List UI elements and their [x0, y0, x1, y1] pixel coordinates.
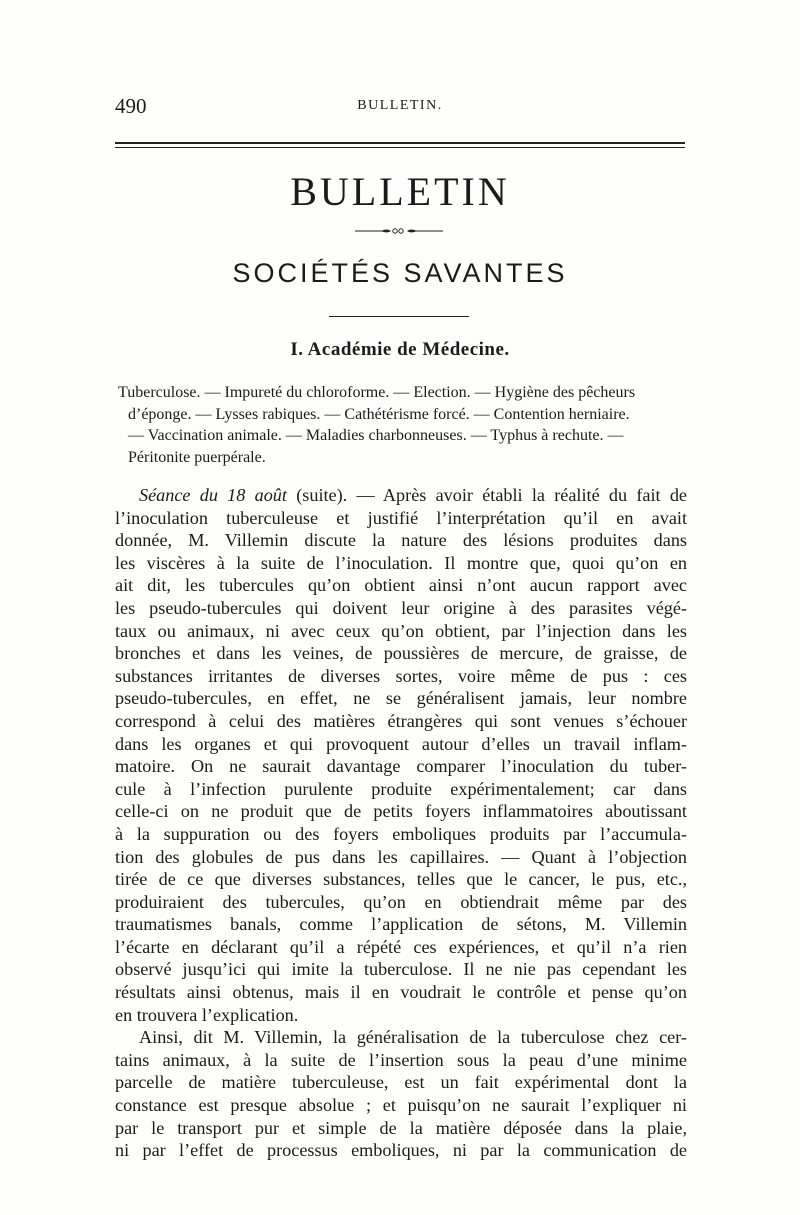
text-line: matoire. On ne saurait davantage comparer l’inoculation du tuber-	[115, 756, 687, 777]
text-line: celle-ci on ne produit que de petits foyers inflammatoires aboutissant	[115, 801, 687, 822]
text-line: tains animaux, à la suite de l’insertion sous la peau d’une minime	[115, 1049, 687, 1070]
text-line: les pseudo-tubercules qui doivent leur origine à des parasites végé-	[115, 597, 687, 618]
running-head	[115, 94, 685, 124]
subtitle-rule	[329, 316, 469, 317]
text-line: cule à l’infection purulente produite expérimentalement; car dans	[115, 778, 687, 799]
page-number: 490	[115, 94, 147, 118]
text-line: ni par l’effet de processus emboliques, ni par la communication de	[115, 1140, 687, 1161]
text-line: Ainsi, dit M. Villemin, la généralisation de la tuberculose chez cer-	[139, 1027, 687, 1048]
subtitle: SOCIÉTÉS SAVANTES	[232, 258, 568, 288]
text-line: en trouvera l’explication.	[115, 1004, 299, 1025]
text-line: donnée, M. Villemin discute la nature des lésions produites dans	[115, 530, 687, 551]
text-line: l’écarte en déclarant qu’il a répété ces expériences, et qu’il n’a rien	[115, 936, 687, 957]
summary-line: d’éponge. — Lysses rabiques. — Cathétérisme forcé. — Contention herniaire.	[128, 405, 630, 423]
running-title: BULLETIN.	[357, 98, 443, 113]
session-label: Séance du 18 août	[139, 485, 287, 505]
session-line	[115, 484, 687, 507]
section-heading: I. Académie de Médecine.	[290, 339, 510, 360]
summary-line: Tuberculose. — Impureté du chloroforme. — Election. — Hygiène des pêcheurs	[118, 384, 636, 401]
summary-block	[118, 382, 688, 468]
text-line: substances irritantes de diverses sortes, voire même de pus : ces	[115, 665, 687, 686]
summary-line: Péritonite puerpérale.	[128, 448, 266, 466]
summary-line: — Vaccination animale. — Maladies charbonneuses. — Typhus à rechute. —	[128, 427, 624, 444]
text-line: les viscères à la suite de l’inoculation. Il montre que, quoi qu’on en	[115, 552, 687, 573]
text-line: constance est presque absolue ; et puisqu’on ne saurait l’expliquer ni	[115, 1095, 687, 1116]
text-line: dans les organes et qui provoquent autour d’elles un travail inflam-	[115, 733, 687, 754]
main-title: BULLETIN	[290, 169, 510, 214]
text-line: pseudo-tubercules, en effet, ne se généralisent jamais, leur nombre	[115, 688, 687, 709]
text-line: parcelle de matière tuberculeuse, est un fait expérimental dont la	[115, 1072, 687, 1093]
body-text	[115, 484, 687, 1162]
text-line: l’inoculation tuberculeuse et justifié l’interprétation qu’il en avait	[115, 507, 687, 528]
text-line: observé jusqu’ici qui imite la tuberculose. Il ne nie pas cependant les	[115, 959, 687, 980]
header-rule-thin	[115, 147, 685, 148]
text-line: traumatismes banals, comme l’application de sétons, M. Villemin	[115, 914, 687, 935]
text-line: par le transport pur et simple de la matière déposée dans la plaie,	[115, 1117, 687, 1138]
text-line: tirée de ce que diverses substances, telles que le cancer, le pus, etc.,	[115, 869, 687, 890]
ornament-divider	[355, 226, 443, 236]
text-line: résultats ainsi obtenus, mais il en voudrait le contrôle et pense qu’on	[115, 982, 687, 1003]
text-line: correspond à celui des matières étrangères qui sont venues s’échouer	[115, 710, 687, 731]
text-line: à la suppuration ou des foyers emboliques produits par l’accumula-	[115, 823, 687, 844]
text-line: taux ou animaux, ni avec ceux qu’on obtient, par l’injection dans les	[115, 620, 687, 641]
session-rest: (suite). — Après avoir établi la réalité du fait de	[286, 485, 688, 505]
text-line: ait dit, les tubercules qu’on obtient ainsi n’ont aucun rapport avec	[115, 575, 687, 596]
header-rule-thick	[115, 142, 685, 144]
text-line: tion des globules de pus dans les capillaires. — Quant à l’objection	[115, 846, 687, 867]
text-line: bronches et dans les veines, de poussières de mercure, de graisse, de	[115, 643, 687, 664]
text-line: produiraient des tubercules, qu’on en obtiendrait même par des	[115, 891, 687, 912]
